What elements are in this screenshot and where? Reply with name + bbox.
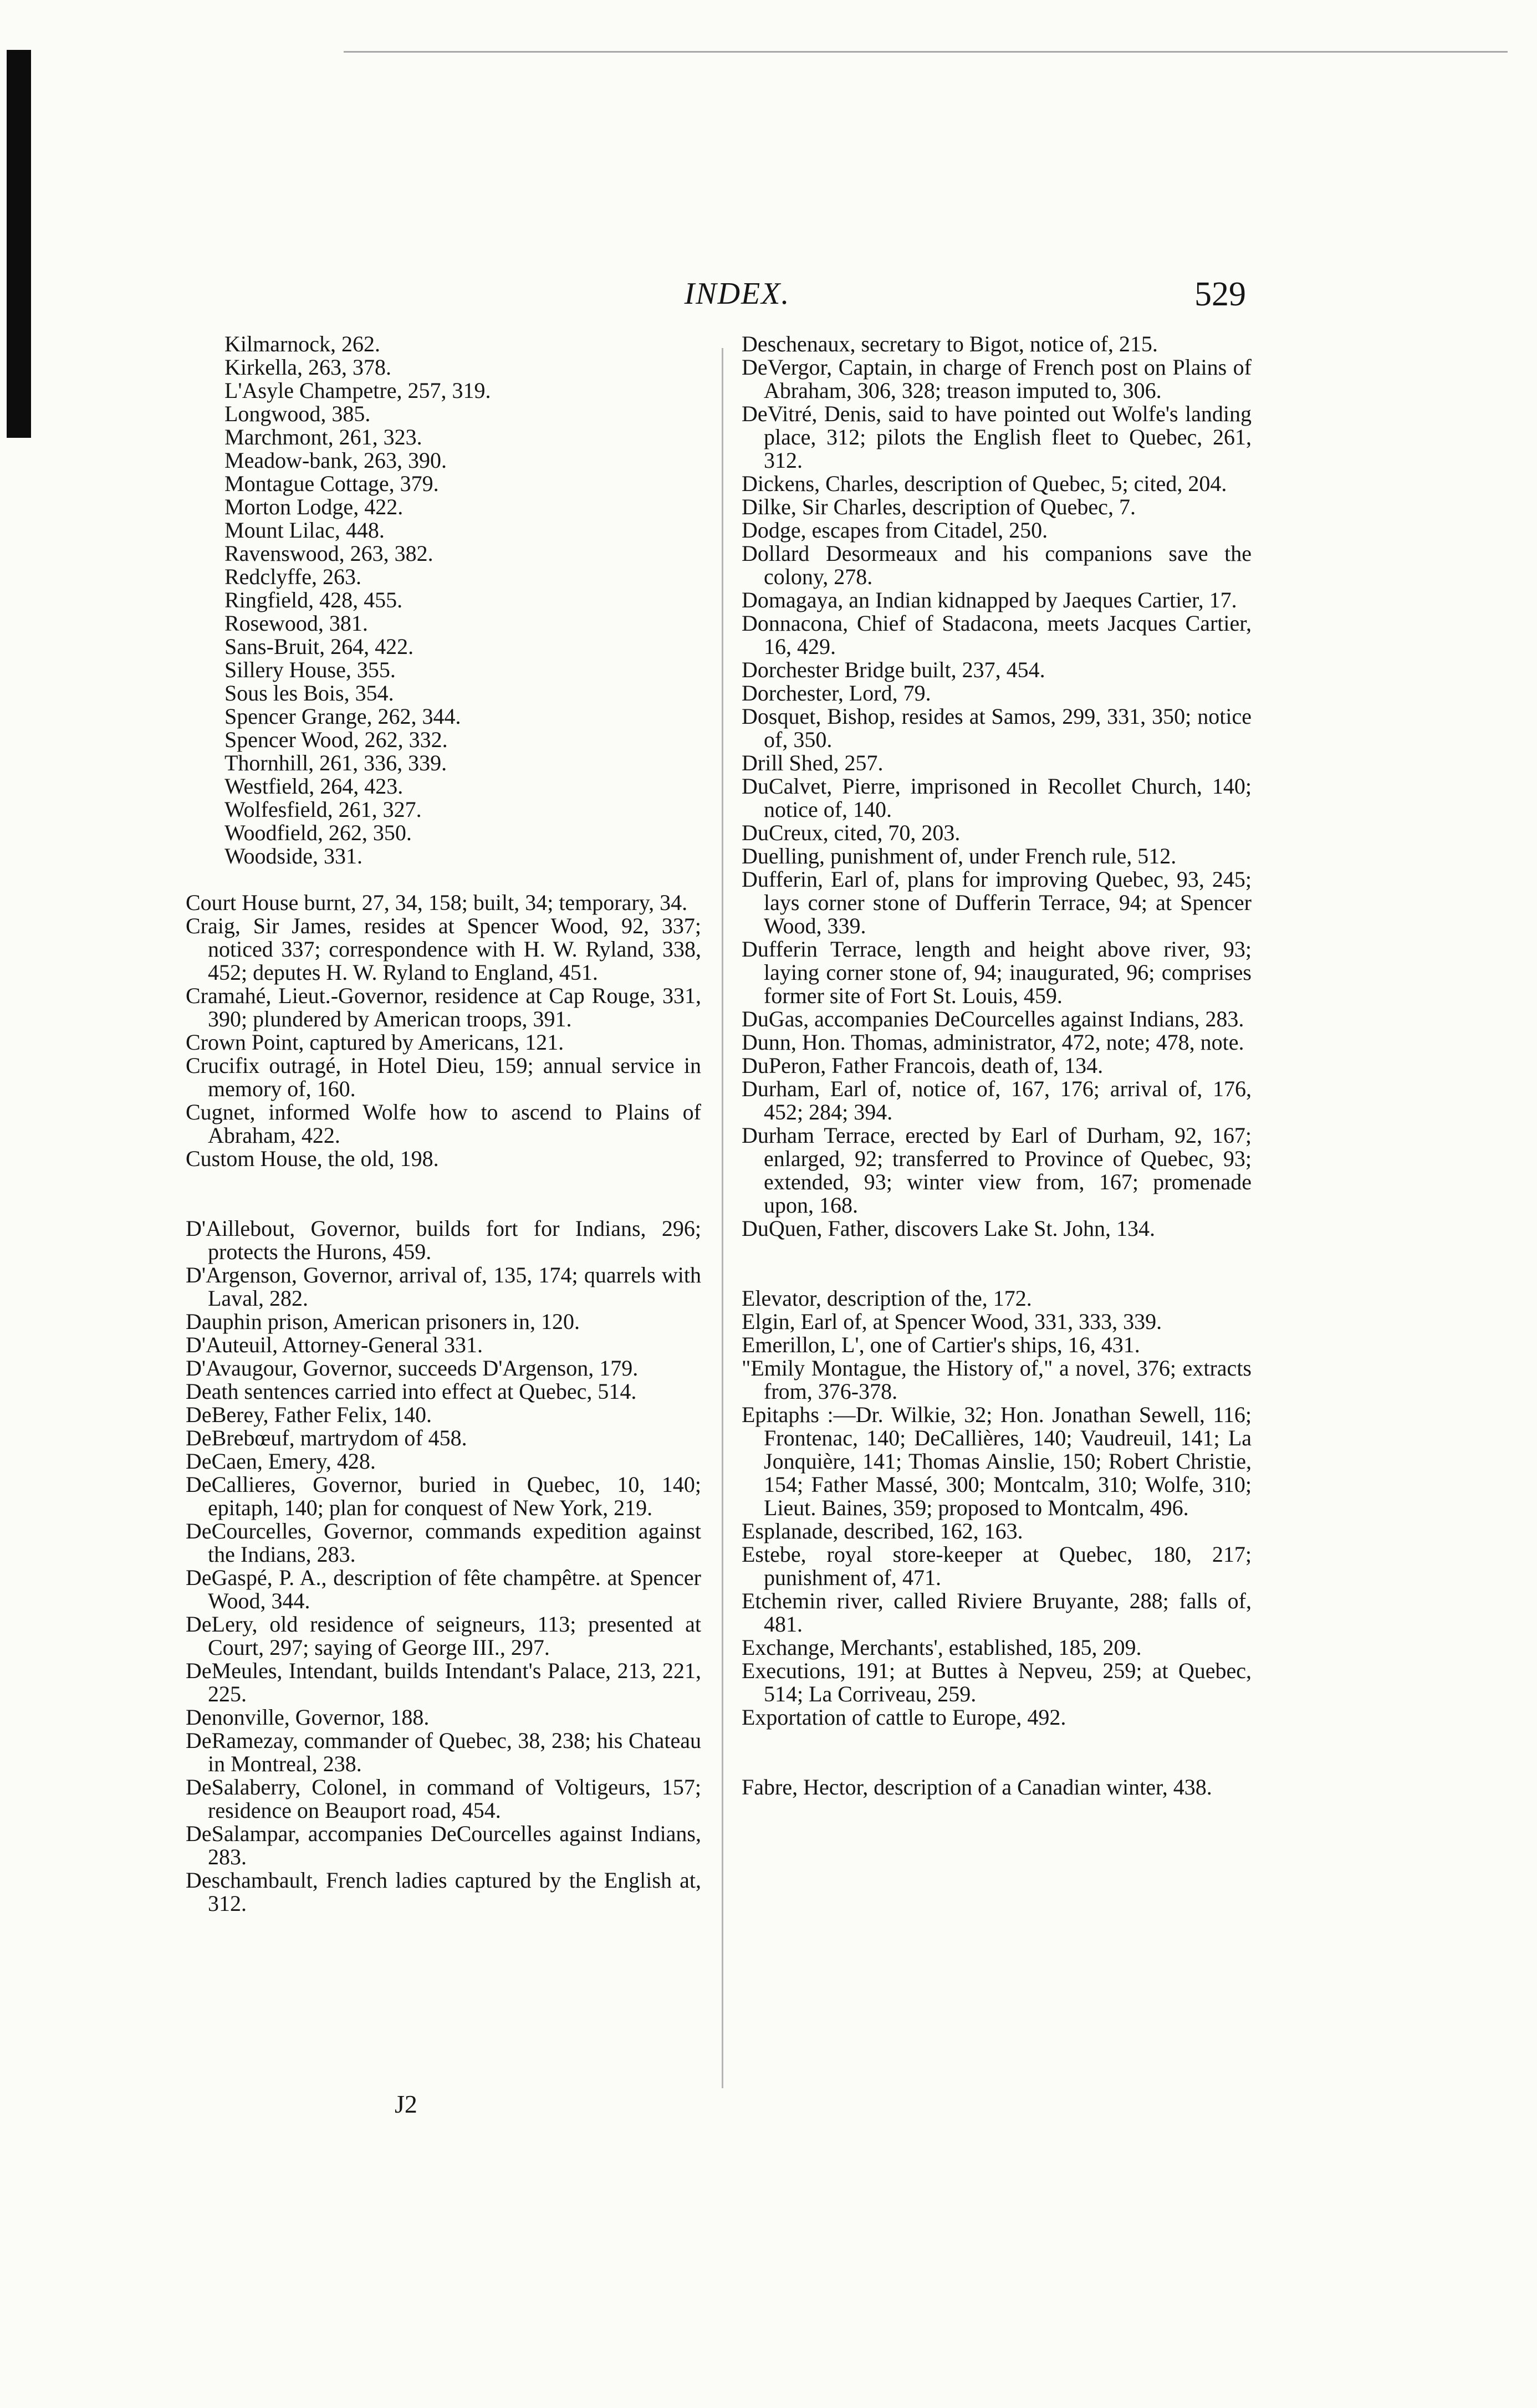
index-sub-entry: Mount Lilac, 448. xyxy=(224,518,385,543)
index-sub-entry: Longwood, 385. xyxy=(224,401,371,426)
index-entry: DuCalvet, Pierre, imprisoned in Recollet Church, 140; notice of, 140. xyxy=(742,774,1252,822)
index-entry: Durham Terrace, erected by Earl of Durham, 92, 167; enlarged, 92; transferred to Province of Quebec, 93; extended, 93; winter view from, 167; promenade upon, 168. xyxy=(742,1123,1252,1218)
index-entry: Dauphin prison, American prisoners in, 120. xyxy=(186,1309,580,1334)
index-entry: Dufferin Terrace, length and height above river, 93; laying corner stone of, 94; inaugurated, 96; comprises former site of Fort St. Louis, 459. xyxy=(742,937,1252,1008)
index-sub-entry: Ringfield, 428, 455. xyxy=(224,587,403,612)
signature-mark: J2 xyxy=(395,2090,417,2118)
index-entry: Cramahé, Lieut.-Governor, residence at Cap Rouge, 331, 390; plundered by American troops, 391. xyxy=(186,983,701,1031)
index-entry: Elgin, Earl of, at Spencer Wood, 331, 333, 339. xyxy=(742,1309,1162,1334)
index-entry: Emerillon, L', one of Cartier's ships, 16, 431. xyxy=(742,1332,1140,1357)
index-entry: Craig, Sir James, resides at Spencer Wood, 92, 337; noticed 337; correspondence with H. W. Ryland, 338, 452; deputes H. W. Ryland to England, 451. xyxy=(186,913,701,985)
index-entry: DeCaen, Emery, 428. xyxy=(186,1449,376,1474)
index-entry: DuCreux, cited, 70, 203. xyxy=(742,820,961,845)
index-entry: Dufferin, Earl of, plans for improving Quebec, 93, 245; lays corner stone of Dufferin Terrace, 94; at Spencer Wood, 339. xyxy=(742,867,1252,938)
index-entry: Drill Shed, 257. xyxy=(742,750,884,775)
index-entry: DeSalampar, accompanies DeCourcelles against Indians, 283. xyxy=(186,1821,701,1869)
left-column xyxy=(186,333,701,1915)
index-entry: Dunn, Hon. Thomas, administrator, 472, note; 478, note. xyxy=(742,1030,1244,1055)
index-sub-entry: Ravenswood, 263, 382. xyxy=(224,541,433,566)
index-entry: Custom House, the old, 198. xyxy=(186,1146,439,1171)
index-entry: D'Avaugour, Governor, succeeds D'Argenson, 179. xyxy=(186,1356,639,1381)
index-entry: DeGaspé, P. A., description of fête champêtre. at Spencer Wood, 344. xyxy=(186,1565,701,1613)
index-entry: Dollard Desormeaux and his companions save the colony, 278. xyxy=(742,541,1252,589)
index-entry: DuQuen, Father, discovers Lake St. John, 134. xyxy=(742,1216,1156,1241)
d-entry-list xyxy=(186,1217,701,1915)
index-entry: DeBerey, Father Felix, 140. xyxy=(186,1402,432,1427)
section-gap xyxy=(742,1240,1252,1287)
index-entry: DeVitré, Denis, said to have pointed out Wolfe's landing place, 312; pilots the English fleet to Quebec, 261, 312. xyxy=(742,401,1252,473)
index-sub-entry: Westfield, 264, 423. xyxy=(224,774,404,799)
index-entry: Dorchester, Lord, 79. xyxy=(742,681,931,705)
top-rule xyxy=(344,51,1508,53)
index-entry: D'Auteuil, Attorney-General 331. xyxy=(186,1332,483,1357)
index-entry: DuGas, accompanies DeCourcelles against Indians, 283. xyxy=(742,1006,1244,1031)
sub-entry-list xyxy=(186,333,701,868)
index-sub-entry: Kilmarnock, 262. xyxy=(224,331,381,356)
index-entry: Esplanade, described, 162, 163. xyxy=(742,1519,1023,1543)
index-entry: DeCourcelles, Governor, commands expedition against the Indians, 283. xyxy=(186,1519,701,1567)
index-entry: Deschenaux, secretary to Bigot, notice of, 215. xyxy=(742,331,1158,356)
page-number: 529 xyxy=(1194,275,1246,313)
d-entry-list xyxy=(742,333,1252,1240)
index-sub-entry: Morton Lodge, 422. xyxy=(224,494,404,519)
index-sub-entry: Kirkella, 263, 378. xyxy=(224,355,392,380)
column-divider xyxy=(722,348,723,2088)
scan-edge-mark xyxy=(7,50,31,438)
f-entry-list xyxy=(742,1776,1252,1799)
index-entry: Crucifix outragé, in Hotel Dieu, 159; annual service in memory of, 160. xyxy=(186,1053,701,1101)
index-entry: Exchange, Merchants', established, 185, 209. xyxy=(742,1635,1142,1660)
index-entry: Durham, Earl of, notice of, 167, 176; arrival of, 176, 452; 284; 394. xyxy=(742,1076,1252,1124)
index-entry: Dorchester Bridge built, 237, 454. xyxy=(742,657,1045,682)
right-column xyxy=(742,333,1252,1799)
index-entry: Court House burnt, 27, 34, 158; built, 34; temporary, 34. xyxy=(186,890,688,915)
index-entry: Executions, 191; at Buttes à Nepveu, 259; at Quebec, 514; La Corriveau, 259. xyxy=(742,1658,1252,1706)
index-sub-entry: Woodside, 331. xyxy=(224,843,362,868)
index-sub-entry: Spencer Grange, 262, 344. xyxy=(224,704,461,729)
index-entry: Crown Point, captured by Americans, 121. xyxy=(186,1030,564,1055)
e-entry-list xyxy=(742,1287,1252,1729)
index-entry: DeBrebœuf, martrydom of 458. xyxy=(186,1425,467,1450)
index-sub-entry: Sous les Bois, 354. xyxy=(224,681,394,705)
index-entry: Etchemin river, called Riviere Bruyante, 288; falls of, 481. xyxy=(742,1588,1252,1637)
index-sub-entry: Woodfield, 262, 350. xyxy=(224,820,412,845)
index-sub-entry: Redclyffe, 263. xyxy=(224,564,361,589)
index-entry: DeMeules, Intendant, builds Intendant's Palace, 213, 221, 225. xyxy=(186,1658,701,1706)
index-entry: DuPeron, Father Francois, death of, 134. xyxy=(742,1053,1104,1078)
index-sub-entry: Rosewood, 381. xyxy=(224,611,368,636)
index-sub-entry: Wolfesfield, 261, 327. xyxy=(224,797,422,822)
index-entry: Deschambault, French ladies captured by the English at, 312. xyxy=(186,1868,701,1916)
index-entry: DeSalaberry, Colonel, in command of Voltigeurs, 157; residence on Beauport road, 454. xyxy=(186,1775,701,1823)
index-sub-entry: Spencer Wood, 262, 332. xyxy=(224,727,448,752)
index-sub-entry: Montague Cottage, 379. xyxy=(224,471,439,496)
index-entry: Donnacona, Chief of Stadacona, meets Jacques Cartier, 16, 429. xyxy=(742,611,1252,659)
index-entry: D'Argenson, Governor, arrival of, 135, 174; quarrels with Laval, 282. xyxy=(186,1262,701,1311)
section-gap xyxy=(186,868,701,891)
index-entry: Estebe, royal store-keeper at Quebec, 180, 217; punishment of, 471. xyxy=(742,1542,1252,1590)
section-gap xyxy=(186,1170,701,1217)
index-entry: Cugnet, informed Wolfe how to ascend to Plains of Abraham, 422. xyxy=(186,1100,701,1148)
index-entry: Dickens, Charles, description of Quebec, 5; cited, 204. xyxy=(742,471,1227,496)
index-sub-entry: Meadow-bank, 263, 390. xyxy=(224,448,447,473)
index-entry: D'Aillebout, Governor, builds fort for Indians, 296; protects the Hurons, 459. xyxy=(186,1216,701,1264)
index-entry: Dilke, Sir Charles, description of Quebec, 7. xyxy=(742,494,1136,519)
index-entry: Dosquet, Bishop, resides at Samos, 299, 331, 350; notice of, 350. xyxy=(742,704,1252,752)
index-entry: Denonville, Governor, 188. xyxy=(186,1705,430,1730)
index-entry: Dodge, escapes from Citadel, 250. xyxy=(742,518,1048,543)
index-sub-entry: Marchmont, 261, 323. xyxy=(224,425,422,449)
index-entry: "Emily Montague, the History of," a novel, 376; extracts from, 376-378. xyxy=(742,1356,1252,1404)
index-sub-entry: L'Asyle Champetre, 257, 319. xyxy=(224,378,491,403)
index-entry: Elevator, description of the, 172. xyxy=(742,1286,1032,1311)
index-entry: DeLery, old residence of seigneurs, 113; presented at Court, 297; saying of George III., 297. xyxy=(186,1612,701,1660)
index-entry: Fabre, Hector, description of a Canadian winter, 438. xyxy=(742,1775,1212,1799)
index-entry: DeRamezay, commander of Quebec, 38, 238; his Chateau in Montreal, 238. xyxy=(186,1728,701,1776)
index-entry: DeVergor, Captain, in charge of French post on Plains of Abraham, 306, 328; treason imputed to, 306. xyxy=(742,355,1252,403)
index-entry: Domagaya, an Indian kidnapped by Jaeques Cartier, 17. xyxy=(742,587,1237,612)
index-sub-entry: Sillery House, 355. xyxy=(224,657,396,682)
index-entry: Death sentences carried into effect at Quebec, 514. xyxy=(186,1379,637,1404)
index-entry: Epitaphs :—Dr. Wilkie, 32; Hon. Jonathan Sewell, 116; Frontenac, 140; DeCallières, 140; Vaudreuil, 141; La Jonquière, 141; Thomas Ainslie, 150; Robert Christie, 154; Father Massé, 300; Montcalm, 310; Wolfe, 310; Lieut. Baines, 359; proposed to Montcalm, 496. xyxy=(742,1402,1252,1520)
index-sub-entry: Thornhill, 261, 336, 339. xyxy=(224,750,447,775)
index-entry: Duelling, punishment of, under French rule, 512. xyxy=(742,843,1177,868)
index-entry: Exportation of cattle to Europe, 492. xyxy=(742,1705,1066,1730)
running-title: INDEX. xyxy=(684,277,790,311)
c-entry-list xyxy=(186,891,701,1170)
section-gap xyxy=(742,1729,1252,1776)
index-sub-entry: Sans-Bruit, 264, 422. xyxy=(224,634,414,659)
index-entry: DeCallieres, Governor, buried in Quebec, 10, 140; epitaph, 140; plan for conquest of New York, 219. xyxy=(186,1472,701,1520)
